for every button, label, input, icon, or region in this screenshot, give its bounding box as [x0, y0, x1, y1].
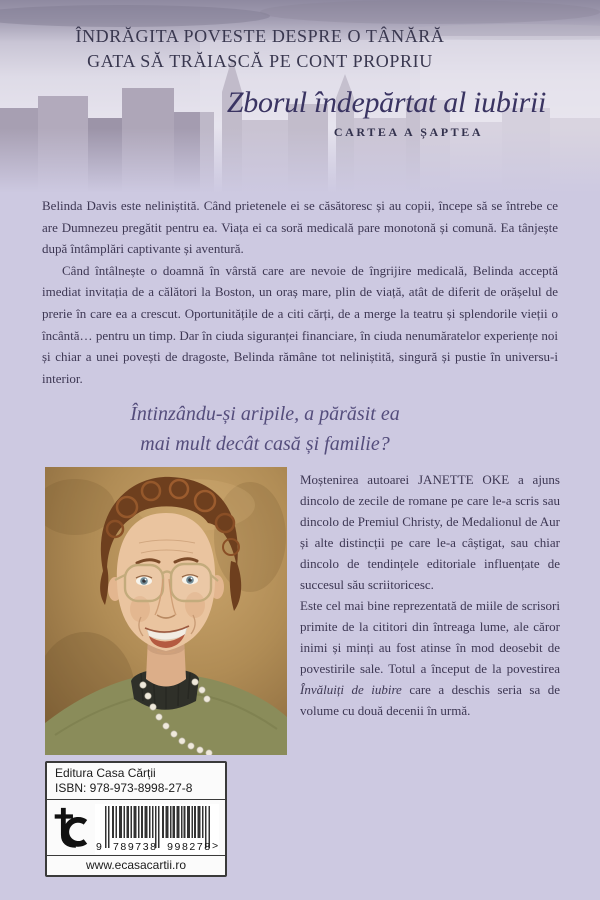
isbn: ISBN: 978-973-8998-27-8 — [55, 781, 193, 796]
book-title: Zborul îndepărtat al iubirii — [226, 86, 547, 119]
series-number-label: CARTEA A ȘAPTEA — [333, 125, 484, 139]
bio-book-title-italic: Învăluiți de iubire — [300, 682, 402, 698]
tagline-line-1: ÎNDRĂGITA POVESTE DESPRE O TÂNĂRĂ — [75, 26, 445, 46]
casa-cartii-logo — [52, 804, 92, 854]
question-line-2: mai mult decât casă și familie? — [140, 433, 390, 456]
publisher-box — [45, 761, 227, 877]
barcode-arrow: > — [212, 840, 219, 853]
hero-cityscape — [0, 0, 600, 193]
author-section — [45, 467, 560, 755]
series-title-block — [185, 86, 588, 140]
author-photo — [45, 467, 287, 755]
bio-text-after: care a deschis seria sa de volume cu două decenii în urmă. — [300, 682, 560, 719]
barcode-digits: 9 789738 998278 — [96, 841, 212, 854]
publisher-name: Editura Casa Cărții — [55, 766, 156, 781]
question-line-1: Întinzându-și aripile, a părăsit ea — [130, 403, 400, 426]
barcode — [95, 804, 219, 854]
author-bio-paragraph-2 — [300, 595, 560, 721]
bio-text-before: Este cel mai bine reprezentată de miile de scrisori primite de la cititori din întreaga lume, ale căror inimi și minți au fost atinse în mod deosebit de povestirile sale. Totul a început de la povestirea — [300, 598, 560, 677]
author-portrait-illustration — [45, 467, 287, 755]
publisher-info — [47, 763, 225, 799]
synopsis-paragraph-1: Belinda Davis este neliniștită. Când prietenele ei se căsătoresc și au copii, începe să se întrebe ce are Dumnezeu pregătit pentru ea. Viața ei ca soră medicală pare monotonă și comună. Ea tânjește după întâmplări captivante și aventură. — [42, 198, 558, 257]
book-tagline — [0, 24, 520, 74]
publisher-website: www.ecasacartii.ro — [47, 855, 225, 875]
synopsis — [42, 193, 558, 389]
author-bio — [300, 467, 560, 721]
question-heading — [0, 399, 530, 459]
barcode-row — [47, 799, 225, 855]
author-bio-paragraph-1: Moștenirea autoarei JANETTE OKE a ajuns dincolo de zecile de romane pe care le-a scris sau dincolo de Premiul Christy, de Medalionul de Aur și alte distincții pe care le-a câștigat, sau chiar dincolo de tendințele editoriale influențate de succesul său scriitoricesc. — [300, 472, 560, 593]
synopsis-paragraph-2: Când întâlnește o doamnă în vârstă care are nevoie de îngrijire medicală, Belinda acceptă imediat invitația de a călători la Boston, un oraș mare, plin de viață, atât de diferit de orășelul de prerie în care ea a crescut. Oportunitățile de a citi cărți, de a merge la teatru și splendorile vieții o încântă… pentru un timp. Dar în ciuda siguranței financiare, în ciuda nenumăratelor experiențe noi și chiar a unei povești de dragoste, Belinda rămâne tot neliniștită, singură și pustie în universu-i interior. — [42, 262, 558, 386]
tagline-line-2: GATA SĂ TRĂIASCĂ PE CONT PROPRIU — [87, 51, 433, 71]
